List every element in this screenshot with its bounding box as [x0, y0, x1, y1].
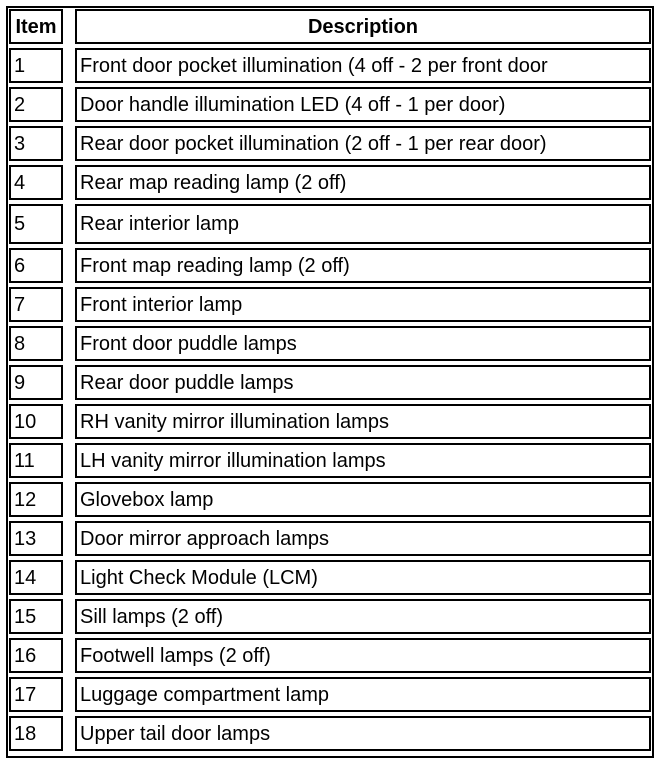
description-cell: Front door puddle lamps: [75, 326, 651, 361]
table-row: [9, 443, 651, 478]
description-cell: Rear door pocket illumination (2 off - 1 per rear door): [75, 126, 651, 161]
table-row: [9, 599, 651, 634]
table-row: [9, 677, 651, 712]
item-cell: 14: [9, 560, 63, 595]
description-cell: RH vanity mirror illumination lamps: [75, 404, 651, 439]
description-cell: Footwell lamps (2 off): [75, 638, 651, 673]
description-cell: Sill lamps (2 off): [75, 599, 651, 634]
item-cell: 8: [9, 326, 63, 361]
item-cell: 17: [9, 677, 63, 712]
item-cell: 16: [9, 638, 63, 673]
item-cell: 13: [9, 521, 63, 556]
item-cell: 9: [9, 365, 63, 400]
item-cell: 18: [9, 716, 63, 751]
header-description: Description: [75, 9, 651, 44]
item-cell: 7: [9, 287, 63, 322]
description-cell: Rear door puddle lamps: [75, 365, 651, 400]
table-row: [9, 287, 651, 322]
description-cell: Light Check Module (LCM): [75, 560, 651, 595]
item-cell: 15: [9, 599, 63, 634]
table-row: [9, 165, 651, 200]
description-cell: Door handle illumination LED (4 off - 1 per door): [75, 87, 651, 122]
lamp-items-table: [9, 5, 651, 755]
item-cell: 1: [9, 48, 63, 83]
table-row: [9, 560, 651, 595]
description-cell: Glovebox lamp: [75, 482, 651, 517]
table-header-row: [9, 9, 651, 44]
table-row: [9, 87, 651, 122]
description-cell: Rear map reading lamp (2 off): [75, 165, 651, 200]
item-cell: 2: [9, 87, 63, 122]
table-row: [9, 482, 651, 517]
description-cell: Luggage compartment lamp: [75, 677, 651, 712]
item-cell: 10: [9, 404, 63, 439]
table-row: [9, 404, 651, 439]
table-row: [9, 248, 651, 283]
table-row: [9, 126, 651, 161]
table-row: [9, 365, 651, 400]
table-row: [9, 521, 651, 556]
item-cell: 4: [9, 165, 63, 200]
item-cell: 12: [9, 482, 63, 517]
description-cell: Front map reading lamp (2 off): [75, 248, 651, 283]
description-cell: Upper tail door lamps: [75, 716, 651, 751]
item-cell: 5: [9, 204, 63, 244]
item-cell: 11: [9, 443, 63, 478]
table-row: [9, 48, 651, 83]
description-cell: LH vanity mirror illumination lamps: [75, 443, 651, 478]
item-cell: 6: [9, 248, 63, 283]
header-item: Item: [9, 9, 63, 44]
table-row: [9, 204, 651, 244]
table-row: [9, 716, 651, 751]
table-row: [9, 638, 651, 673]
description-cell: Rear interior lamp: [75, 204, 651, 244]
description-cell: Front interior lamp: [75, 287, 651, 322]
description-cell: Door mirror approach lamps: [75, 521, 651, 556]
table-row: [9, 326, 651, 361]
description-cell: Front door pocket illumination (4 off - 2 per front door: [75, 48, 651, 83]
item-cell: 3: [9, 126, 63, 161]
